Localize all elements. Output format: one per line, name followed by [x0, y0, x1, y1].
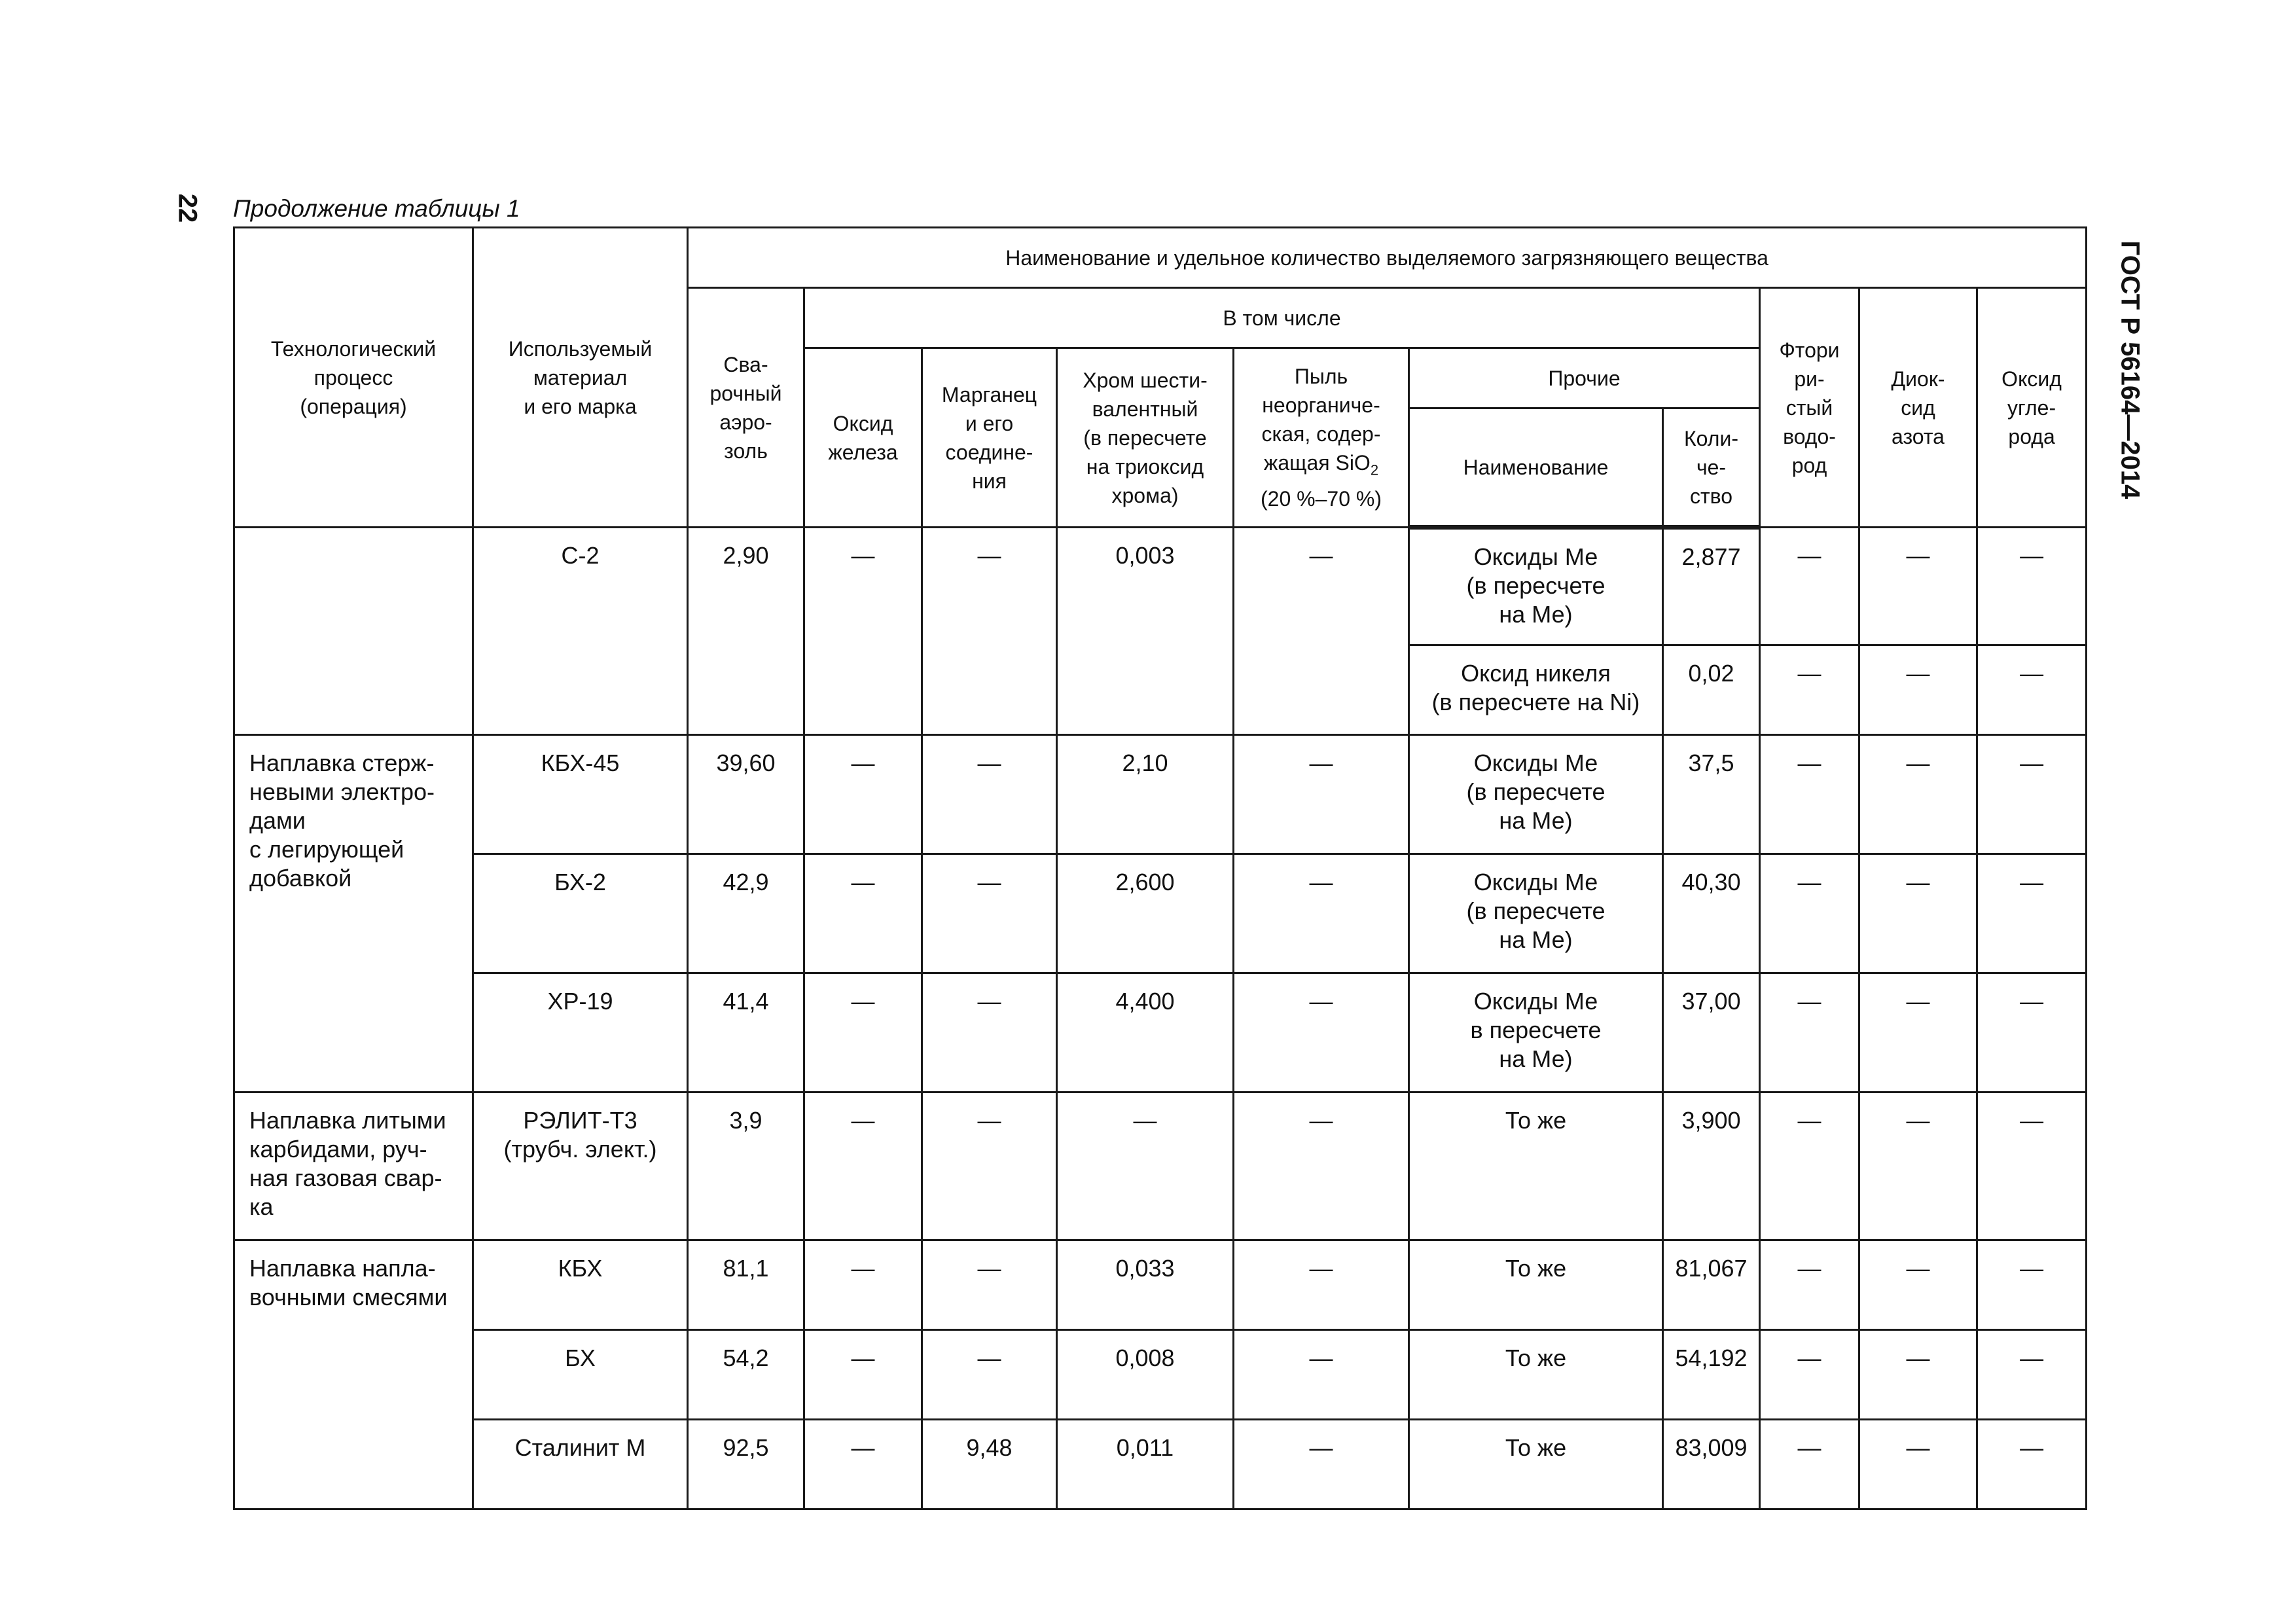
cell-other-name: Оксиды Ме (в пересчете на Ме) [1409, 854, 1663, 973]
cell-process: Наплавка литыми карбидами, руч- ная газовая свар- ка [234, 1092, 473, 1240]
cell-iron-oxide: — [804, 1420, 922, 1509]
page-number: 22 [173, 193, 202, 223]
table-row [234, 1092, 2087, 1240]
cell-hydrogen-fluoride: — [1760, 1420, 1859, 1509]
document-code-header: ГОСТ Р 56164—2014 [2115, 240, 2145, 499]
cell-other-quantity: 0,02 [1663, 645, 1760, 735]
cell-manganese: — [922, 1092, 1057, 1240]
cell-aerosol: 2,90 [688, 528, 804, 735]
cell-manganese: — [922, 528, 1057, 735]
cell-other-name: Оксиды Ме в пересчете на Ме) [1409, 973, 1663, 1092]
cell-carbon-oxide: — [1977, 1092, 2087, 1240]
cell-iron-oxide: — [804, 735, 922, 854]
cell-chromium: 0,033 [1057, 1240, 1234, 1330]
cell-manganese: — [922, 1330, 1057, 1420]
cell-iron-oxide: — [804, 528, 922, 735]
cell-chromium: 0,003 [1057, 528, 1234, 735]
cell-manganese: — [922, 973, 1057, 1092]
cell-process: Наплавка напла- вочными смесями [234, 1240, 473, 1509]
header-iron-oxide: Оксид железа [804, 348, 922, 528]
cell-other-quantity: 2,877 [1663, 528, 1760, 645]
cell-carbon-oxide: — [1977, 645, 2087, 735]
cell-iron-oxide: — [804, 1092, 922, 1240]
table-body [234, 528, 2087, 1509]
cell-nitrogen-dioxide: — [1859, 1240, 1977, 1330]
header-other-quantity: Коли- че- ство [1663, 408, 1760, 528]
cell-dust: — [1234, 973, 1409, 1092]
cell-aerosol: 81,1 [688, 1240, 804, 1330]
cell-manganese: — [922, 854, 1057, 973]
cell-carbon-oxide: — [1977, 854, 2087, 973]
cell-material: КБХ [473, 1240, 688, 1330]
cell-manganese: 9,48 [922, 1420, 1057, 1509]
cell-other-quantity: 54,192 [1663, 1330, 1760, 1420]
cell-chromium: 0,008 [1057, 1330, 1234, 1420]
cell-other-quantity: 40,30 [1663, 854, 1760, 973]
cell-nitrogen-dioxide: — [1859, 645, 1977, 735]
cell-manganese: — [922, 1240, 1057, 1330]
cell-iron-oxide: — [804, 1330, 922, 1420]
cell-other-quantity: 81,067 [1663, 1240, 1760, 1330]
cell-material: БХ [473, 1330, 688, 1420]
cell-dust: — [1234, 735, 1409, 854]
cell-manganese: — [922, 735, 1057, 854]
header-process: Технологический процесс (операция) [234, 228, 473, 528]
cell-hydrogen-fluoride: — [1760, 1330, 1859, 1420]
cell-other-name: Оксид никеля (в пересчете на Ni) [1409, 645, 1663, 735]
cell-other-name: Оксиды Ме (в пересчете на Ме) [1409, 735, 1663, 854]
cell-nitrogen-dioxide: — [1859, 854, 1977, 973]
cell-aerosol: 41,4 [688, 973, 804, 1092]
cell-carbon-oxide: — [1977, 1330, 2087, 1420]
cell-other-quantity: 3,900 [1663, 1092, 1760, 1240]
cell-hydrogen-fluoride: — [1760, 735, 1859, 854]
cell-hydrogen-fluoride: — [1760, 854, 1859, 973]
cell-iron-oxide: — [804, 973, 922, 1092]
header-manganese: Марганец и его соедине- ния [922, 348, 1057, 528]
cell-aerosol: 3,9 [688, 1092, 804, 1240]
header-welding-aerosol: Сва- рочный аэро- золь [688, 288, 804, 528]
cell-material: БХ-2 [473, 854, 688, 973]
cell-hydrogen-fluoride: — [1760, 645, 1859, 735]
header-dust-text: Пыль неорганиче- ская, содер- жащая SiO [1261, 364, 1381, 475]
cell-aerosol: 54,2 [688, 1330, 804, 1420]
cell-dust: — [1234, 1420, 1409, 1509]
cell-nitrogen-dioxide: — [1859, 1420, 1977, 1509]
cell-nitrogen-dioxide: — [1859, 528, 1977, 645]
table-row [234, 1330, 2087, 1420]
cell-other-name: То же [1409, 1240, 1663, 1330]
cell-other-name: Оксиды Ме (в пересчете на Ме) [1409, 528, 1663, 645]
table-row [234, 973, 2087, 1092]
emissions-table [233, 226, 2087, 1510]
cell-aerosol: 39,60 [688, 735, 804, 854]
cell-material: С-2 [473, 528, 688, 735]
cell-dust: — [1234, 854, 1409, 973]
cell-carbon-oxide: — [1977, 1240, 2087, 1330]
header-including: В том числе [804, 288, 1760, 348]
table-row [234, 1240, 2087, 1330]
cell-dust: — [1234, 1330, 1409, 1420]
cell-dust: — [1234, 528, 1409, 735]
cell-other-name: То же [1409, 1420, 1663, 1509]
cell-dust: — [1234, 1240, 1409, 1330]
cell-nitrogen-dioxide: — [1859, 973, 1977, 1092]
header-pollutant-group: Наименование и удельное количество выделяемого загрязняющего вещества [688, 228, 2087, 288]
header-dust-subscript: 2 [1370, 461, 1379, 478]
cell-nitrogen-dioxide: — [1859, 1330, 1977, 1420]
cell-chromium: — [1057, 1092, 1234, 1240]
header-other: Прочие [1409, 348, 1760, 408]
header-carbon-oxide: Оксид угле- рода [1977, 288, 2087, 528]
cell-chromium: 2,10 [1057, 735, 1234, 854]
cell-carbon-oxide: — [1977, 528, 2087, 645]
cell-hydrogen-fluoride: — [1760, 1092, 1859, 1240]
table-header [234, 228, 2087, 528]
cell-material: КБХ-45 [473, 735, 688, 854]
cell-other-name: То же [1409, 1330, 1663, 1420]
header-dust-range: (20 %–70 %) [1261, 487, 1382, 511]
header-inorganic-dust [1234, 348, 1409, 528]
cell-material: ХР-19 [473, 973, 688, 1092]
table-row [234, 735, 2087, 854]
header-nitrogen-dioxide: Диок- сид азота [1859, 288, 1977, 528]
cell-nitrogen-dioxide: — [1859, 735, 1977, 854]
cell-aerosol: 92,5 [688, 1420, 804, 1509]
cell-hydrogen-fluoride: — [1760, 973, 1859, 1092]
cell-hydrogen-fluoride: — [1760, 1240, 1859, 1330]
cell-iron-oxide: — [804, 1240, 922, 1330]
cell-carbon-oxide: — [1977, 973, 2087, 1092]
cell-carbon-oxide: — [1977, 735, 2087, 854]
header-hydrogen-fluoride: Фтори ри- стый водо- род [1760, 288, 1859, 528]
header-hexavalent-chromium: Хром шести- валентный (в пересчете на триоксид хрома) [1057, 348, 1234, 528]
cell-dust: — [1234, 1092, 1409, 1240]
cell-chromium: 0,011 [1057, 1420, 1234, 1509]
cell-material: Сталинит М [473, 1420, 688, 1509]
table-row [234, 854, 2087, 973]
cell-nitrogen-dioxide: — [1859, 1092, 1977, 1240]
cell-iron-oxide: — [804, 854, 922, 973]
cell-other-quantity: 37,00 [1663, 973, 1760, 1092]
cell-other-name: То же [1409, 1092, 1663, 1240]
table-row [234, 528, 2087, 645]
cell-chromium: 2,600 [1057, 854, 1234, 973]
table-caption: Продолжение таблицы 1 [233, 195, 520, 222]
cell-aerosol: 42,9 [688, 854, 804, 973]
table-row [234, 1420, 2087, 1509]
cell-carbon-oxide: — [1977, 1420, 2087, 1509]
cell-process: Наплавка стерж- невыми электро- дами с легирующей добавкой [234, 735, 473, 1092]
header-material: Используемый материал и его марка [473, 228, 688, 528]
cell-chromium: 4,400 [1057, 973, 1234, 1092]
cell-material: РЭЛИТ-Т3 (трубч. элект.) [473, 1092, 688, 1240]
cell-other-quantity: 37,5 [1663, 735, 1760, 854]
cell-process [234, 528, 473, 735]
header-other-name: Наименование [1409, 408, 1663, 528]
cell-hydrogen-fluoride: — [1760, 528, 1859, 645]
cell-other-quantity: 83,009 [1663, 1420, 1760, 1509]
